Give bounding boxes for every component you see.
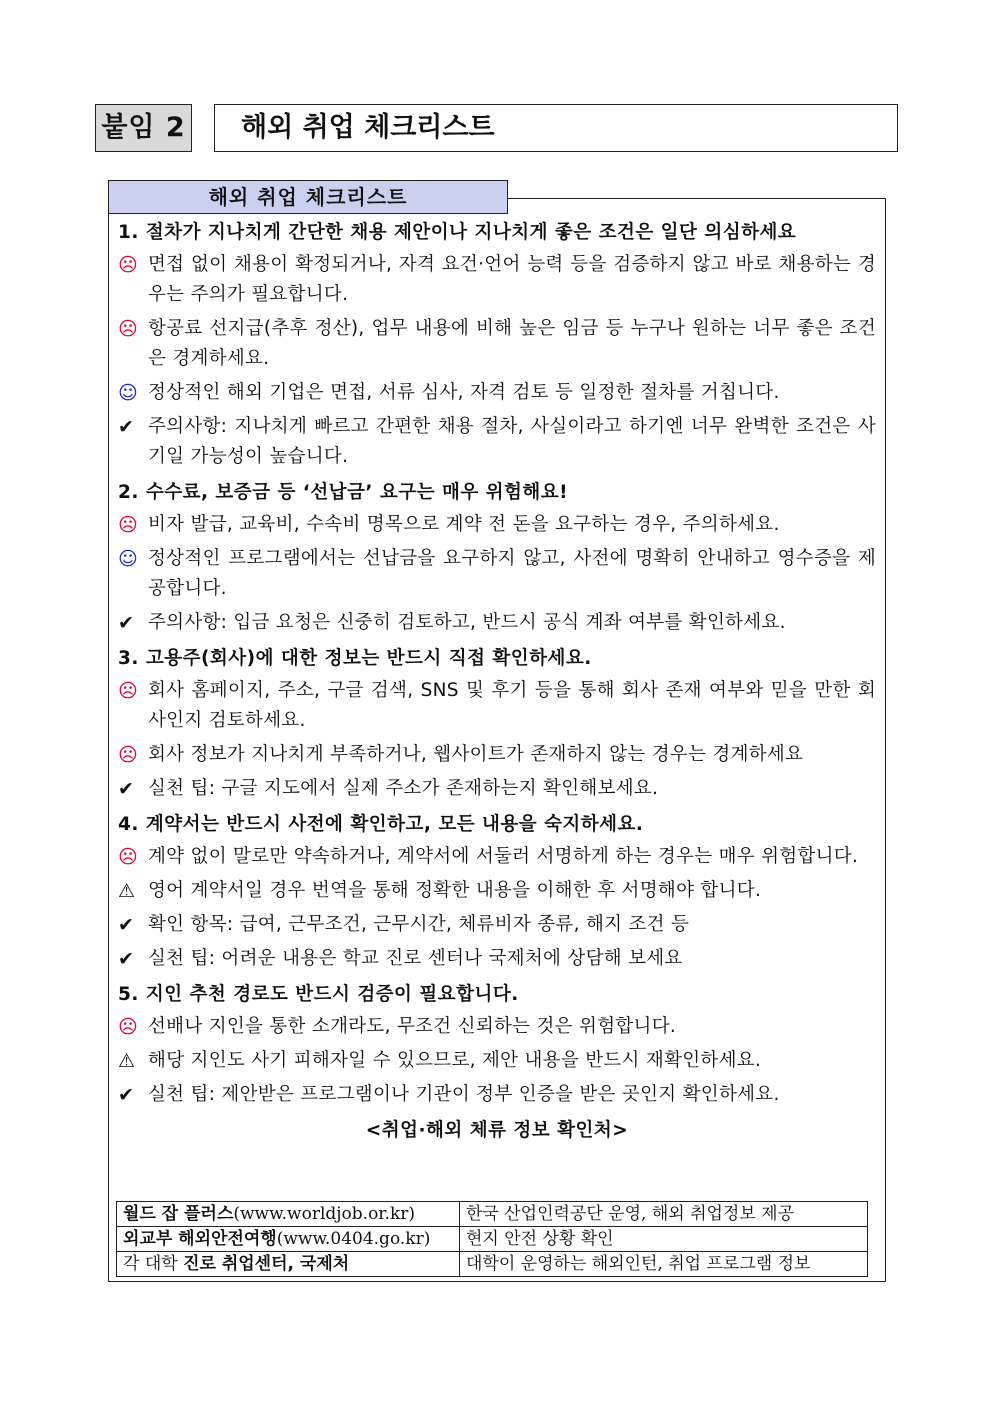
list-item: ⚠ 영어 계약서일 경우 번역을 통해 정확한 내용을 이해한 후 서명해야 합니다. [118, 876, 876, 906]
list-item: ✔ 확인 항목: 급여, 근무조건, 근무시간, 체류비자 종류, 해지 조건 등 [118, 910, 876, 940]
check-icon: ✔ [118, 778, 135, 800]
list-item: ☹ 회사 홈페이지, 주소, 구글 검색, SNS 및 후기 등을 통해 회사 존재 여부와 믿을 만한 회사인지 검토하세요. [118, 676, 876, 736]
table-row [117, 1252, 868, 1277]
list-item: ☺ 정상적인 해외 기업은 면접, 서류 심사, 자격 검토 등 일정한 절차를 거칩니다. [118, 378, 876, 408]
list-item: ✔ 주의사항: 입금 요청은 신중히 검토하고, 반드시 공식 계좌 여부를 확인하세요. [118, 608, 876, 638]
panel-tab-title: 해외 취업 체크리스트 [108, 180, 508, 214]
reference-table [116, 1201, 868, 1277]
list-item: ✔ 주의사항: 지나치게 빠르고 간편한 채용 절차, 사실이라고 하기엔 너무 완벽한 조건은 사기일 가능성이 높습니다. [118, 412, 876, 472]
check-icon: ✔ [118, 612, 135, 634]
sad-face-icon: ☹ [118, 680, 139, 702]
reference-name-cell: 외교부 해외안전여행(www.0404.go.kr) [117, 1227, 460, 1252]
list-item: ⚠ 해당 지인도 사기 피해자일 수 있으므로, 제안 내용을 반드시 재확인하세요. [118, 1046, 876, 1076]
list-item: ☹ 면접 없이 채용이 확정되거나, 자격 요건·언어 능력 등을 검증하지 않고 바로 채용하는 경우는 주의가 필요합니다. [118, 250, 876, 310]
sad-face-icon: ☹ [118, 1016, 139, 1038]
section-heading: 5. 지인 추천 경로도 반드시 검증이 필요합니다. [118, 984, 519, 1005]
reference-name-cell: 월드 잡 플러스(www.worldjob.or.kr) [117, 1202, 460, 1227]
reference-desc-cell: 대학이 운영하는 해외인턴, 취업 프로그램 정보 [460, 1252, 868, 1277]
check-icon: ✔ [118, 416, 135, 438]
sad-face-icon: ☹ [118, 514, 139, 536]
section-heading: 2. 수수료, 보증금 등 ‘선납금’ 요구는 매우 위험해요! [118, 482, 569, 503]
table-row [117, 1227, 868, 1252]
sad-face-icon: ☹ [118, 254, 139, 276]
section-heading: 1. 절차가 지나치게 간단한 채용 제안이나 지나치게 좋은 조건은 일단 의심하세요 [118, 222, 797, 243]
list-item: ☹ 항공료 선지급(추후 정산), 업무 내용에 비해 높은 임금 등 누구나 원하는 너무 좋은 조건은 경계하세요. [118, 314, 876, 374]
warning-icon: ⚠ [118, 880, 136, 902]
check-icon: ✔ [118, 914, 135, 936]
reference-name-cell: 각 대학 진로 취업센터, 국제처 [117, 1252, 460, 1277]
attachment-badge: 붙임 2 [95, 104, 192, 152]
sad-face-icon: ☹ [118, 846, 139, 868]
reference-desc-cell: 현지 안전 상황 확인 [460, 1227, 868, 1252]
list-item: ✔ 실천 팁: 어려운 내용은 학교 진로 센터나 국제처에 상담해 보세요 [118, 944, 876, 974]
section-heading: 3. 고용주(회사)에 대한 정보는 반드시 직접 확인하세요. [118, 648, 592, 669]
smile-face-icon: ☺ [118, 382, 139, 404]
reference-title: <취업·해외 체류 정보 확인처> [365, 1120, 629, 1141]
section-heading: 4. 계약서는 반드시 사전에 확인하고, 모든 내용을 숙지하세요. [118, 814, 644, 835]
table-row [117, 1202, 868, 1227]
smile-face-icon: ☺ [118, 548, 139, 570]
list-item: ☹ 회사 정보가 지나치게 부족하거나, 웹사이트가 존재하지 않는 경우는 경계하세요 [118, 740, 876, 770]
list-item: ☹ 비자 발급, 교육비, 수속비 명목으로 계약 전 돈을 요구하는 경우, 주의하세요. [118, 510, 876, 540]
list-item: ✔ 실천 팁: 제안받은 프로그램이나 기관이 정부 인증을 받은 곳인지 확인하세요. [118, 1080, 876, 1110]
sad-face-icon: ☹ [118, 744, 139, 766]
list-item: ☹ 계약 없이 말로만 약속하거나, 계약서에 서둘러 서명하게 하는 경우는 매우 위험합니다. [118, 842, 876, 872]
list-item: ☺ 정상적인 프로그램에서는 선납금을 요구하지 않고, 사전에 명확히 안내하고 영수증을 제공합니다. [118, 544, 876, 604]
page-title: 해외 취업 체크리스트 [214, 104, 898, 152]
list-item: ☹ 선배나 지인을 통한 소개라도, 무조건 신뢰하는 것은 위험합니다. [118, 1012, 876, 1042]
checklist-content [118, 218, 876, 1150]
warning-icon: ⚠ [118, 1050, 136, 1072]
check-icon: ✔ [118, 1084, 135, 1106]
sad-face-icon: ☹ [118, 318, 139, 340]
reference-desc-cell: 한국 산업인력공단 운영, 해외 취업정보 제공 [460, 1202, 868, 1227]
list-item: ✔ 실천 팁: 구글 지도에서 실제 주소가 존재하는지 확인해보세요. [118, 774, 876, 804]
check-icon: ✔ [118, 948, 135, 970]
